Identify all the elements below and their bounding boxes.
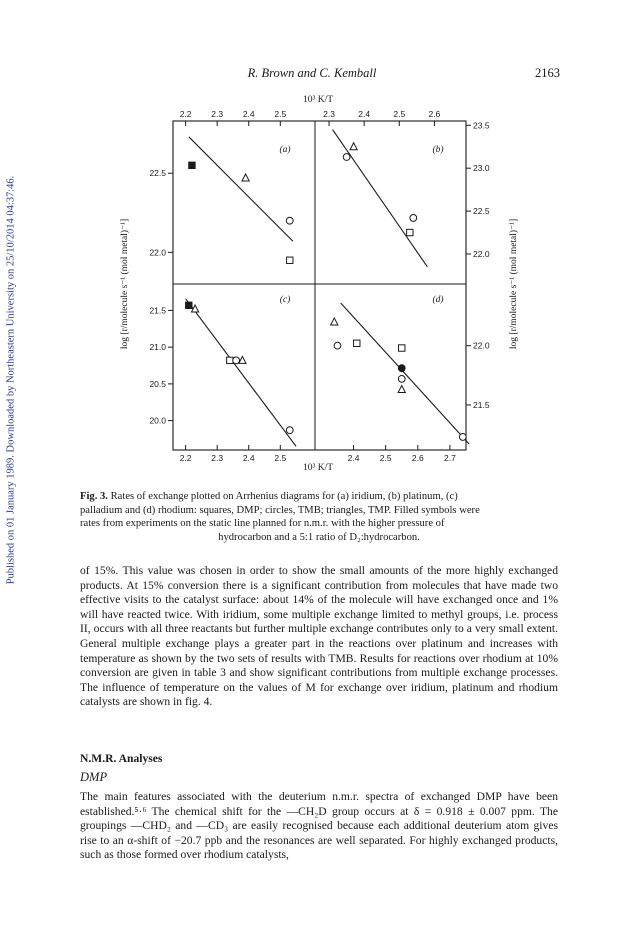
caption-line-4: hydrocarbon and a 5:1 ratio of D₂:hydrocarbon. [218,531,420,543]
section-heading: N.M.R. Analyses [80,752,163,765]
fit-line-d [341,303,470,444]
data-point-d-triangle [331,318,338,325]
data-point-c-circle [233,357,240,364]
y-tick-label-c: 20.0 [149,415,166,426]
left-axis-title: log [r/molecule s⁻¹ (mol metal)⁻¹] [120,218,130,350]
right-axis-title: log [r/molecule s⁻¹ (mol metal)⁻¹] [509,218,519,350]
fit-line-a [189,137,293,241]
data-point-d-square [354,340,360,346]
figure-caption [80,490,558,544]
data-point-c-square [227,357,233,363]
fit-line-c [186,299,296,447]
x-tick-label-a: 2.5 [274,109,287,119]
x-tick-label-c: 2.4 [242,453,255,463]
x-tick-label-d: 2.4 [347,453,360,463]
body-paragraph-2: The main features associated with the deuterium n.m.r. spectra of exchanged DMP have been established.⁵·⁶ The chemical shift for the —CH₂D group occurs at δ = 0.918 ± 0.007 ppm. The groupings —CHD₂ and —CD₃ are easily recognised because each additional deuterium atom gives rise to an α-shift of −20.7 ppb and the resonances are well separated. For highly exchanged products, such as those formed over rhodium catalysts, [80,790,558,862]
data-point-b-square [407,229,413,235]
data-point-b-circle [410,215,417,222]
x-tick-label-d: 2.7 [444,453,456,463]
y-tick-label-b: 22.0 [473,248,490,259]
figure-frame [173,121,466,450]
x-tick-label-b: 2.3 [323,109,335,119]
data-point-a-triangle [242,174,249,181]
fit-line-b [333,130,428,267]
y-tick-label-c: 21.5 [149,305,166,316]
data-point-a-circle [286,217,293,224]
x-tick-label-c: 2.3 [211,453,224,463]
y-tick-label-c: 20.5 [149,378,166,389]
page-number: 2163 [535,66,560,80]
publication-notice: Published on 01 January 1989. Downloaded by Northeastern University on 25/10/2014 04:37:46. [5,175,17,585]
y-tick-label-b: 23.0 [473,163,490,174]
y-tick-label-a: 22.5 [149,168,166,179]
x-tick-label-b: 2.5 [393,109,406,119]
x-tick-label-b: 2.4 [358,109,371,119]
data-point-d-circle [459,434,466,441]
x-tick-label-d: 2.5 [379,453,392,463]
data-point-d-circle [334,342,341,349]
y-tick-label-c: 21.0 [149,342,166,353]
caption-line-2: palladium and (d) rhodium: squares, DMP; circles, TMB; triangles, TMP. Filled symbols were [80,504,480,516]
caption-label: Fig. 3. [80,491,108,502]
y-tick-label-b: 23.5 [473,120,490,131]
bottom-axis-title: 10³ K/T [302,463,334,473]
panel-label-c: (c) [279,295,291,305]
data-point-d-triangle [398,386,405,393]
y-tick-label-d: 22.0 [473,340,490,351]
x-tick-label-d: 2.6 [411,453,424,463]
body-paragraph-1: of 15%. This value was chosen in order to show the small amounts of the more highly exchanged products. At 15% conversion there is a significant contribution from molecules that have made two effective visits to the catalyst surface: about 14% of the molecule will have exchanged once and 1% will have reacted twice. With iridium, some multiple exchange limited to methyl groups, i.e. process II, occurs with all three reactants but further multiple exchange contributes only to a very small extent. General multiple exchange plays a greater part in the reactions over platinum and increases with temperature as shown by the two sets of results with TMB. Results for reactions over rhodium at 10% conversion are given in table 3 and show significant contributions from multiple exchange processes. The influence of temperature on the values of M for exchange over iridium, platinum and rhodium catalysts are shown in fig. 4. [80,564,558,709]
data-point-a-square [287,257,293,263]
y-tick-label-a: 22.0 [149,247,166,258]
data-point-c-square [186,302,192,308]
data-point-d-circle [398,375,405,382]
data-point-a-square [189,162,195,168]
y-tick-label-b: 22.5 [473,206,490,217]
caption-line-3: rates from experiments on the static line planned for n.m.r. with the higher pressure of [80,518,445,529]
data-point-c-circle [286,427,293,434]
panel-label-d: (d) [432,295,444,305]
data-point-d-circle [398,365,405,372]
subsection-heading: DMP [80,770,108,784]
x-tick-label-a: 2.4 [242,109,255,119]
x-tick-label-a: 2.3 [211,109,224,119]
top-axis-title: 10³ K/T [302,95,334,105]
y-tick-label-d: 21.5 [473,399,490,410]
x-tick-label-c: 2.2 [179,453,192,463]
data-point-b-triangle [350,143,357,150]
panel-label-a: (a) [279,145,291,155]
running-header-authors: R. Brown and C. Kemball [247,66,377,80]
x-tick-label-a: 2.2 [179,109,192,119]
caption-line-1: Rates of exchange plotted on Arrhenius diagrams for (a) iridium, (b) platinum, (c) [107,491,458,502]
data-point-d-square [399,345,405,351]
panel-label-b: (b) [432,145,444,155]
x-tick-label-b: 2.6 [428,109,441,119]
x-tick-label-c: 2.5 [274,453,287,463]
data-point-b-circle [343,154,350,161]
